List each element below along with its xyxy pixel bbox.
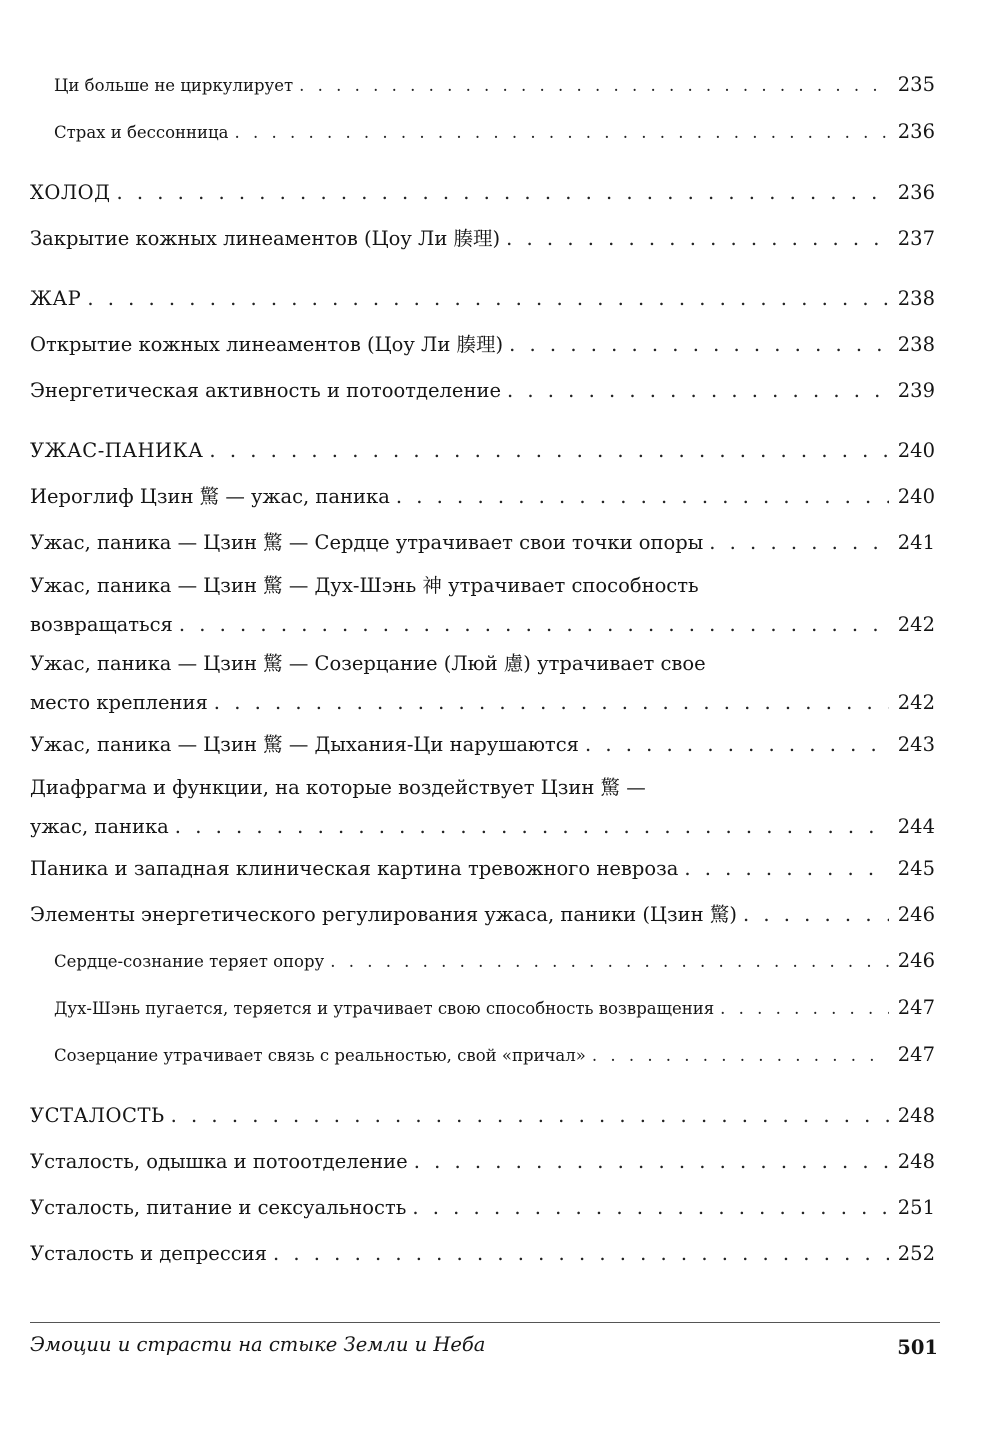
toc-entry-title: Сердце-сознание теряет опору [54, 952, 325, 971]
toc-section-title: УСТАЛОСТЬ [30, 1104, 165, 1127]
dot-leader [209, 428, 889, 474]
toc-entry-page: 238 [897, 333, 935, 356]
toc-entry-page: 248 [897, 1150, 935, 1173]
dot-leader [720, 986, 889, 1032]
toc-entry-page: 241 [897, 531, 935, 554]
toc-entry-multiline[interactable] [30, 566, 935, 644]
toc-entry[interactable] [30, 474, 935, 520]
dot-leader [684, 846, 889, 892]
dot-leader [507, 368, 889, 414]
dot-leader [709, 520, 889, 566]
toc-entry-title: Закрытие кожных линеаментов (Цоу Ли 腠理) [30, 227, 501, 250]
footer-divider [30, 1322, 940, 1323]
toc-entry[interactable] [30, 62, 935, 109]
toc-entry-page: 242 [897, 613, 935, 636]
toc-entry-page: 242 [897, 691, 935, 714]
toc-entry-title-line2: место крепления [30, 691, 208, 714]
toc-entry-title: Иероглиф Цзин 驚 — ужас, паника [30, 485, 390, 508]
table-of-contents [30, 62, 935, 1277]
toc-section[interactable] [30, 170, 935, 216]
toc-entry-page: 246 [897, 903, 935, 926]
running-footer-title: Эмоции и страсти на стыке Земли и Неба [30, 1333, 486, 1356]
toc-entry-title-line1: Ужас, паника — Цзин 驚 — Дух-Шэнь 神 утрачивает способность [30, 574, 699, 597]
toc-entry[interactable] [30, 722, 935, 768]
toc-entry-title: Ужас, паника — Цзин 驚 — Дыхания-Ци нарушаются [30, 733, 579, 756]
page-number: 501 [897, 1336, 938, 1359]
toc-entry-title: Усталость и депрессия [30, 1242, 267, 1265]
toc-entry-page: 246 [897, 949, 935, 972]
toc-entry[interactable] [30, 368, 935, 414]
toc-entry[interactable] [30, 1139, 935, 1185]
dot-leader [175, 808, 889, 846]
toc-entry-title-line2: возвращаться [30, 613, 173, 636]
toc-entry-title-line2: ужас, паника [30, 815, 169, 838]
toc-section-page: 236 [897, 181, 935, 204]
dot-leader [396, 474, 889, 520]
toc-entry[interactable] [30, 846, 935, 892]
dot-leader [87, 276, 889, 322]
toc-section-title: УЖАС-ПАНИКА [30, 439, 204, 462]
toc-entry[interactable] [30, 1185, 935, 1231]
dot-leader [509, 322, 889, 368]
dot-leader [171, 1093, 889, 1139]
toc-entry-title-line1: Диафрагма и функции, на которые воздействует Цзин 驚 — [30, 776, 646, 799]
toc-entry[interactable] [30, 1032, 935, 1079]
toc-entry-title: Паника и западная клиническая картина тревожного невроза [30, 857, 679, 880]
toc-entry-title: Созерцание утрачивает связь с реальностью, свой «причал» [54, 1046, 586, 1065]
toc-entry-page: 251 [897, 1196, 935, 1219]
toc-entry[interactable] [30, 216, 935, 262]
toc-entry-page: 237 [897, 227, 935, 250]
toc-entry-page: 247 [897, 996, 935, 1019]
toc-entry-page: 244 [897, 815, 935, 838]
toc-entry[interactable] [30, 892, 935, 938]
toc-entry[interactable] [30, 322, 935, 368]
toc-entry[interactable] [30, 938, 935, 985]
toc-entry-multiline[interactable] [30, 768, 935, 846]
toc-entry-page: 252 [897, 1242, 935, 1265]
toc-entry-page: 236 [897, 120, 935, 143]
toc-entry-title: Энергетическая активность и потоотделение [30, 379, 501, 402]
toc-entry-page: 243 [897, 733, 935, 756]
toc-section[interactable] [30, 1093, 935, 1139]
dot-leader [235, 110, 890, 156]
toc-section-page: 248 [897, 1104, 935, 1127]
dot-leader [592, 1033, 889, 1079]
dot-leader [585, 722, 889, 768]
toc-entry-page: 235 [897, 73, 935, 96]
toc-section-page: 238 [897, 287, 935, 310]
toc-entry-line2 [30, 808, 935, 846]
toc-entry[interactable] [30, 109, 935, 156]
toc-entry-title: Ци больше не циркулирует [54, 76, 294, 95]
toc-entry-line2 [30, 684, 935, 722]
dot-leader [214, 684, 889, 722]
toc-entry-page: 239 [897, 379, 935, 402]
toc-entry-title: Страх и бессонница [54, 123, 229, 142]
toc-entry[interactable] [30, 1231, 935, 1277]
toc-section-page: 240 [897, 439, 935, 462]
toc-entry[interactable] [30, 985, 935, 1032]
dot-leader [116, 170, 889, 216]
toc-entry-title: Открытие кожных линеаментов (Цоу Ли 腠理) [30, 333, 504, 356]
toc-entry[interactable] [30, 520, 935, 566]
toc-section[interactable] [30, 428, 935, 474]
toc-section-title: ЖАР [30, 287, 82, 310]
dot-leader [414, 1139, 889, 1185]
toc-entry-title: Усталость, одышка и потоотделение [30, 1150, 408, 1173]
toc-section[interactable] [30, 276, 935, 322]
dot-leader [330, 939, 889, 985]
toc-entry-page: 245 [897, 857, 935, 880]
toc-entry-page: 247 [897, 1043, 935, 1066]
dot-leader [179, 606, 889, 644]
toc-entry-title-line1: Ужас, паника — Цзин 驚 — Созерцание (Люй 慮) утрачивает свое [30, 652, 706, 675]
toc-entry-line2 [30, 606, 935, 644]
toc-entry-page: 240 [897, 485, 935, 508]
toc-entry-multiline[interactable] [30, 644, 935, 722]
dot-leader [506, 216, 889, 262]
dot-leader [412, 1185, 889, 1231]
toc-entry-title: Усталость, питание и сексуальность [30, 1196, 407, 1219]
toc-section-title: ХОЛОД [30, 181, 111, 204]
toc-entry-title: Элементы энергетического регулирования ужаса, паники (Цзин 驚) [30, 903, 737, 926]
dot-leader [299, 63, 889, 109]
dot-leader [743, 892, 889, 938]
toc-entry-title: Дух-Шэнь пугается, теряется и утрачивает свою способность возвращения [54, 999, 715, 1018]
toc-entry-title: Ужас, паника — Цзин 驚 — Сердце утрачивает свои точки опоры [30, 531, 704, 554]
dot-leader [273, 1231, 889, 1277]
